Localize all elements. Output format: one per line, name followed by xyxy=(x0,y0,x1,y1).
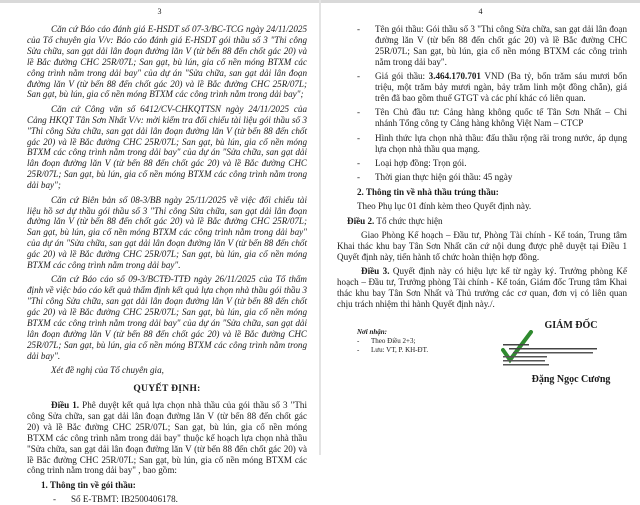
bullet-item: - Tên Chủ đầu tư: Cảng hàng không quốc tế Tân Sơn Nhất – Chi nhánh Tổng công ty Cảng hàng không Việt Nam – CTCP xyxy=(357,107,627,129)
bullet-item: - Tên gói thầu: Gói thầu số 3 "Thi công Sửa chữa, san gạt dải lân đoạn đường lăn V (từ bến 88 đến chốt gác 20) và lề Bắc đường CHC 25R/07L; San gạt, bù lún, gia cố nền móng BTXM các công trình nằm trong dải bay". xyxy=(357,24,627,67)
digital-signature-stamp xyxy=(501,330,601,366)
bullet-item: - Thời gian thực hiện gói thầu: 45 ngày xyxy=(357,172,513,183)
article-2-text: Giao Phòng Kế hoạch – Đầu tư, Phòng Tài chính - Kế toán, Trung tâm Khai thác khu bay Tân Sơn Nhất căn cứ nội dung được phê duyệt tại Điều 1 Quyết định này, tiến hành tổ chức hoàn thiện hợp đồng. xyxy=(337,230,627,262)
signer-title: GIÁM ĐỐC xyxy=(544,320,598,331)
green-checkmark-icon xyxy=(501,330,601,366)
bullet-item: - Số E-TBMT: IB2500406178. xyxy=(53,494,178,505)
section-2-text: Theo Phụ lục 01 đính kèm theo Quyết định này. xyxy=(357,201,532,212)
basis-paragraph: Căn cứ Báo cáo đánh giá E-HSDT số 07-3/BC-TCG ngày 24/11/2025 của Tổ chuyên gia V/v: Báo cáo đánh giá E-HSDT gói thầu số 3 "Thi công Sửa chữa, san gạt dải lân đoạn đường lăn V (từ bến 88 đến chốt gác 20) và lề Bắc đường CHC 25R/07L; San gạt, bù lún, gia cố nền móng BTXM các công trình nằm trong dải bay" của dự án "Sửa chữa, san gạt dải lân đoạn đường lăn V (từ bến 88 đến chốt gác 20) và lề Bắc đường CHC 25R/07L; San gạt, bù lún, gia cố nền móng BTXM các công trình nằm trong dải bay"; xyxy=(27,24,307,100)
article-3: Điều 3. Quyết định này có hiệu lực kể từ ngày ký. Trưởng phòng Kế hoạch – Đầu tư, Trưởng phòng Tài chính - Kế toán, Giám đốc Trung tâm Khai thác khu bay Tân Sơn Nhất và Thủ trưởng các cơ quan, đơn vị có liên quan chịu trách nhiệm thi hành Quyết định này./. xyxy=(337,266,627,309)
article-1-label: Điều 1. xyxy=(51,400,80,410)
page-number: 3 xyxy=(157,7,162,16)
bullet-item: - Hình thức lựa chọn nhà thầu: đấu thầu rộng rãi trong nước, áp dụng lựa chọn nhà thầu qua mạng. xyxy=(357,132,627,154)
page-4-content xyxy=(337,24,627,313)
page-4 xyxy=(321,3,640,455)
section-2-title: 2. Thông tin về nhà thầu trúng thầu: xyxy=(357,187,499,198)
article-1 xyxy=(27,400,307,476)
basis-paragraph: Căn cứ Báo cáo số 09-3/BCTĐ-TTĐ ngày 26/11/2025 của Tổ thẩm định về việc báo cáo kết quả thẩm định kết quả lựa chọn nhà thầu gói thầu 3 "Thi công Sửa chữa, san gạt dải lân đoạn đường lăn V (từ bến 88 đến chốt gác 20) và lề Bắc đường CHC 25R/07L; San gạt, bù lún, gia cố nền móng BTXM các công trình nằm trong dải bay" của dự án "Sửa chữa, san gạt dải lân đoạn đường lăn V (từ bến 88 đến chốt gác 20) và lề Bắc đường CHC 25R/07L; San gạt, bù lún, gia cố nền móng BTXM các công trình nằm trong dải bay". xyxy=(27,274,307,361)
recipients-title: Nơi nhận: xyxy=(357,328,388,336)
signer-name: Đặng Ngọc Cương xyxy=(531,374,611,385)
recipient-item: - Lưu: VT, P. KH-ĐT. xyxy=(357,346,429,354)
recipient-item: - Theo Điều 2+3; xyxy=(357,337,416,345)
bullet-item-price: - Giá gói thầu: 3.464.170.701 VND (Ba tỷ, bốn trăm sáu mươi bốn triệu, một trăm bảy mươi ngàn, bảy trăm linh một đồng chẵn), giá trên đã bao gồm thuế GTGT và các phí khác có liên quan. xyxy=(357,71,627,103)
article-2: Điều 2. Tổ chức thực hiện xyxy=(347,215,443,226)
basis-paragraph: Căn cứ Công văn số 6412/CV-CHKQTTSN ngày 24/11/2025 của Cảng HKQT Tân Sơn Nhất V/v: mời kiểm tra đối chiếu tài liệu gói thầu số 3 "Thi công Sửa chữa, san gạt dải lân đoạn đường lăn V (từ bến 88 đến chốt gác 20) và lề Bắc đường CHC 25R/07L; San gạt, bù lún, gia cố nền móng BTXM các công trình nằm trong dải bay" của dự án "Sửa chữa, san gạt dải lân đoạn đường lăn V (từ bến 88 đến chốt gác 20) và lề Bắc đường CHC 25R/07L; San gạt, bù lún, gia cố nền móng BTXM các công trình nằm trong dải bay"; xyxy=(27,103,307,191)
decision-heading: QUYẾT ĐỊNH: xyxy=(133,384,201,395)
recipients-block xyxy=(357,328,428,355)
page-3-content xyxy=(27,24,307,505)
article-1-text: Phê duyệt kết quả lựa chọn nhà thầu của gói thầu số 3 "Thi công Sửa chữa, san gạt dải lân đoạn đường lăn V (từ bến 88 đến chốt gác 20) và lề Bắc đường CHC 25R/07L; San gạt, bù lún, gia cố nền móng BTXM các công trình nằm trong dải bay" thuộc kế hoạch lựa chọn nhà thầu "Sửa chữa, san gạt dải lân đoạn đường lăn V (từ bến 88 đến chốt gác 20) và lề Bắc đường CHC 25R/07L; San gạt, bù lún, gia cố nền móng BTXM các công trình nằm trong dải bay" , bao gồm: xyxy=(27,400,308,476)
section-1-title: 1. Thông tin về gói thầu: xyxy=(41,480,136,491)
consideration-paragraph: Xét đề nghị của Tổ chuyên gia, xyxy=(51,365,164,376)
basis-paragraph: Căn cứ Biên bản số 08-3/BB ngày 25/11/2025 về việc đối chiếu tài liệu hồ sơ dự thầu gói thầu số 3 "Thi công Sửa chữa, san gạt dải lân đoạn đường lăn V (từ bến 88 đến chốt gác 20) và lề Bắc đường CHC 25R/07L; San gạt, bù lún, gia cố nền móng BTXM các công trình nằm trong dải bay" của dự án "Sửa chữa, san gạt dải lân đoạn đường lăn V (từ bến 88 đến chốt gác 20) và lề Bắc đường CHC 25R/07L; San gạt, bù lún, gia cố nền móng BTXM các công trình nằm trong dải bay". xyxy=(27,194,307,271)
bullet-item: - Loại hợp đồng: Trọn gói. xyxy=(357,157,467,168)
package-price: 3.464.170.701 xyxy=(428,71,481,82)
page-number: 4 xyxy=(478,7,483,16)
page-3 xyxy=(0,3,319,505)
